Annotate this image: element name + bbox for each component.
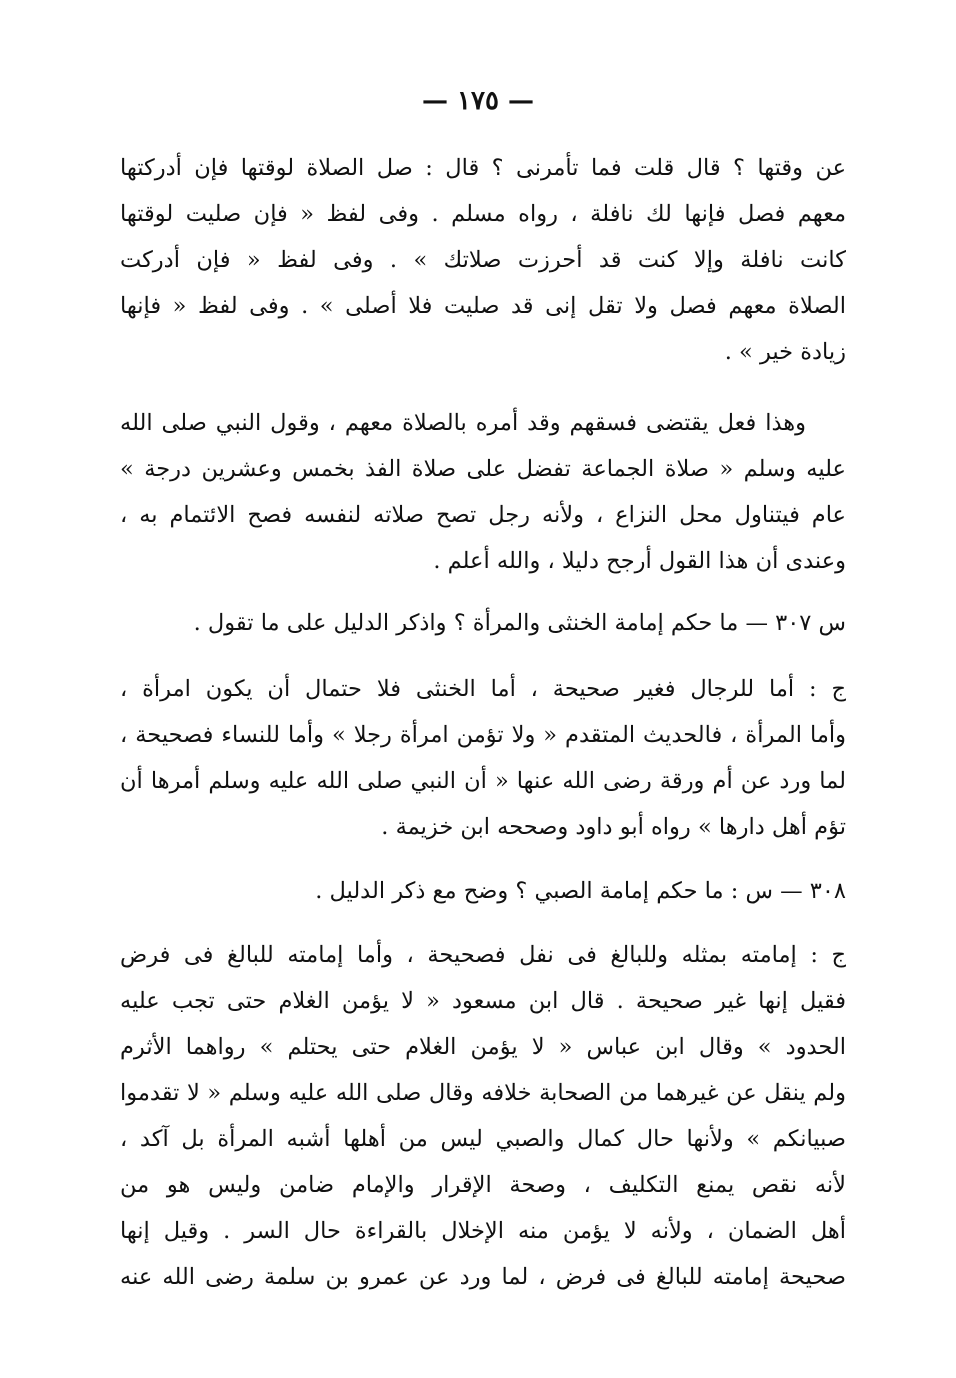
answer-307	[120, 666, 846, 850]
question-line: ٣٠٨ — س : ما حكم إمامة الصبي ؟ وضح مع ذكر الدليل .	[315, 878, 846, 904]
text-line: معهم فصل فإنها لك نافلة ، رواه مسلم . وفى لفظ « فإن صليت لوقتها	[120, 201, 846, 227]
text-line: وأما المرأة ، فالحديث المتقدم « ولا تؤمن امرأة رجلا » وأما للنساء فصحيحة ،	[120, 722, 846, 748]
text-line: ج : إمامته بمثله وللبالغ فى نفل فصحيحة ، وأما إمامته للبالغ فى فرض	[120, 942, 846, 968]
question-307	[120, 600, 846, 646]
text-line: عن وقتها ؟ قال قلت فما تأمرنى ؟ قال : صل الصلاة لوقتها فإن أدركتها	[120, 155, 846, 181]
text-line: أهل الضمان ، ولأنه لا يؤمن منه الإخلال بالقراءة حال السر . وقيل إنها	[120, 1218, 846, 1244]
text-line: زيادة خير » .	[724, 339, 846, 365]
text-line: الصلاة معهم فصل ولا تقل إنى قد صليت فلا أصلى » . وفى لفظ « فإنها	[120, 293, 846, 319]
paragraph-2	[120, 400, 846, 584]
text-line: لأنه نقص يمنع التكليف ، وصحة الإقرار والإمام ضامن وليس هو من	[120, 1172, 846, 1198]
page-number: — ١٧٥ —	[421, 86, 535, 116]
text-line: كانت نافلة وإلا كنت قد أحرزت صلاتك » . وفى لفظ « فإن أدركت	[120, 247, 846, 273]
text-line: لما ورد عن أم ورقة رضى الله عنها « أن النبي صلى الله عليه وسلم أمرها أن	[120, 768, 846, 794]
text-line: ج : أما للرجال فغير صحيحة ، أما الخنثى فلا حتمال أن يكون امرأة ،	[120, 676, 846, 702]
question-308	[120, 868, 846, 914]
text-line: صحيحة إمامته للبالغ فى فرض ، لما ورد عن عمرو بن سلمة رضى الله عنه	[120, 1264, 846, 1290]
text-line: الحدود » وقال ابن عباس « لا يؤمن الغلام حتى يحتلم » رواهما الأثرم	[120, 1034, 846, 1060]
text-line: فقيل إنها غير صحيحة . قال ابن مسعود « لا يؤمن الغلام حتى تجب عليه	[120, 988, 846, 1014]
text-line: صبيانكم » ولأنها حال كمال والصبي ليس من أهلها أشبه المرأة بل آكد ،	[120, 1126, 846, 1152]
text-line: عام فيتناول محل النزاع ، ولأنه رجل تصح صلاته لنفسه فصح الائتمام به ،	[120, 502, 846, 528]
text-line: وهذا فعل يقتضى فسقهم وقد أمره بالصلاة معهم ، وقول النبي صلى الله	[120, 410, 806, 436]
question-line: س ٣٠٧ — ما حكم إمامة الخنثى والمرأة ؟ واذكر الدليل على ما تقول .	[193, 610, 846, 636]
text-line: تؤم أهل دارها » رواه أبو داود وصححه ابن خزيمة .	[381, 814, 846, 840]
text-line: ولم ينقل عن غيرهما من الصحابة خلافه وقال صلى الله عليه وسلم « لا تقدموا	[120, 1080, 846, 1106]
text-line: عليه وسلم « صلاة الجماعة تفضل على صلاة الفذ بخمس وعشرين درجة »	[120, 456, 846, 482]
text-line: وعندى أن هذا القول أرجح دليلا ، والله أعلم .	[433, 548, 846, 574]
answer-308	[120, 932, 846, 1300]
paragraph-1	[120, 145, 846, 375]
